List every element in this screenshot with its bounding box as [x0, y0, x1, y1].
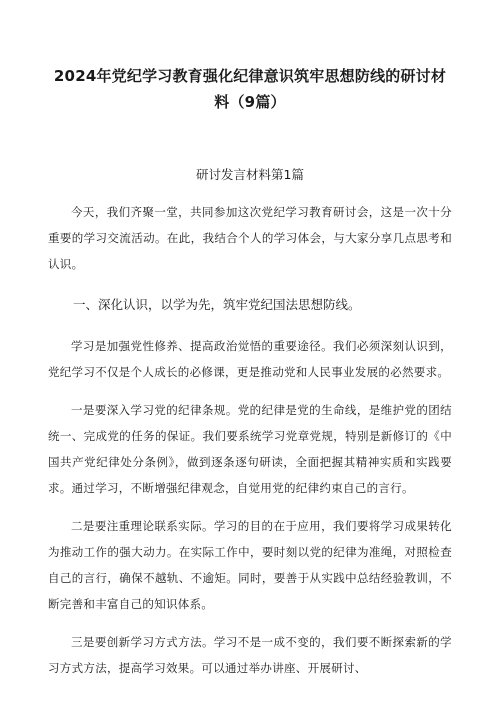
heading-one: 一、深化认识，以学为先，筑牢党纪国法思想防线。 [73, 297, 361, 312]
paragraph-2: 一是要深入学习党的纪律条规。党的纪律是党的生命线，是维护党的团结统一、完成党的任务的保证。我们要系统学习党章党规，特别是新修订的《中国共产党纪律处分条例》，做到逐条逐句研读，全面把握其精神实质和实践要求。通过学习，不断增强纪律观念，自觉用党的纪律约束自己的言行。 [48, 403, 452, 495]
section-title: 研讨发言材料第1篇 [196, 167, 304, 182]
paragraph-1: 学习是加强党性修养、提高政治觉悟的重要途径。我们必须深刻认识到，党纪学习不仅是个人成长的必修课，更是推动党和人民事业发展的必然要求。 [48, 339, 452, 379]
intro-paragraph: 今天，我们齐聚一堂，共同参加这次党纪学习教育研讨会，这是一次十分重要的学习交流活动。在此，我结合个人的学习体会，与大家分享几点思考和认识。 [48, 205, 452, 271]
paragraph-3: 二是要注重理论联系实际。学习的目的在于应用，我们要将学习成果转化为推动工作的强大动力。在实际工作中，要时刻以党的纪律为准绳，对照检查自己的言行，确保不越轨、不逾矩。同时，要善于从实践中总结经验教训，不断完善和丰富自己的知识体系。 [48, 519, 452, 611]
document-title: 2024年党纪学习教育强化纪律意识筑牢思想防线的研讨材料（9篇） [53, 67, 447, 111]
paragraph-4: 三是要创新学习方式方法。学习不是一成不变的，我们要不断探索新的学习方式方法，提高学习效果。可以通过举办讲座、开展研讨、 [48, 635, 452, 675]
